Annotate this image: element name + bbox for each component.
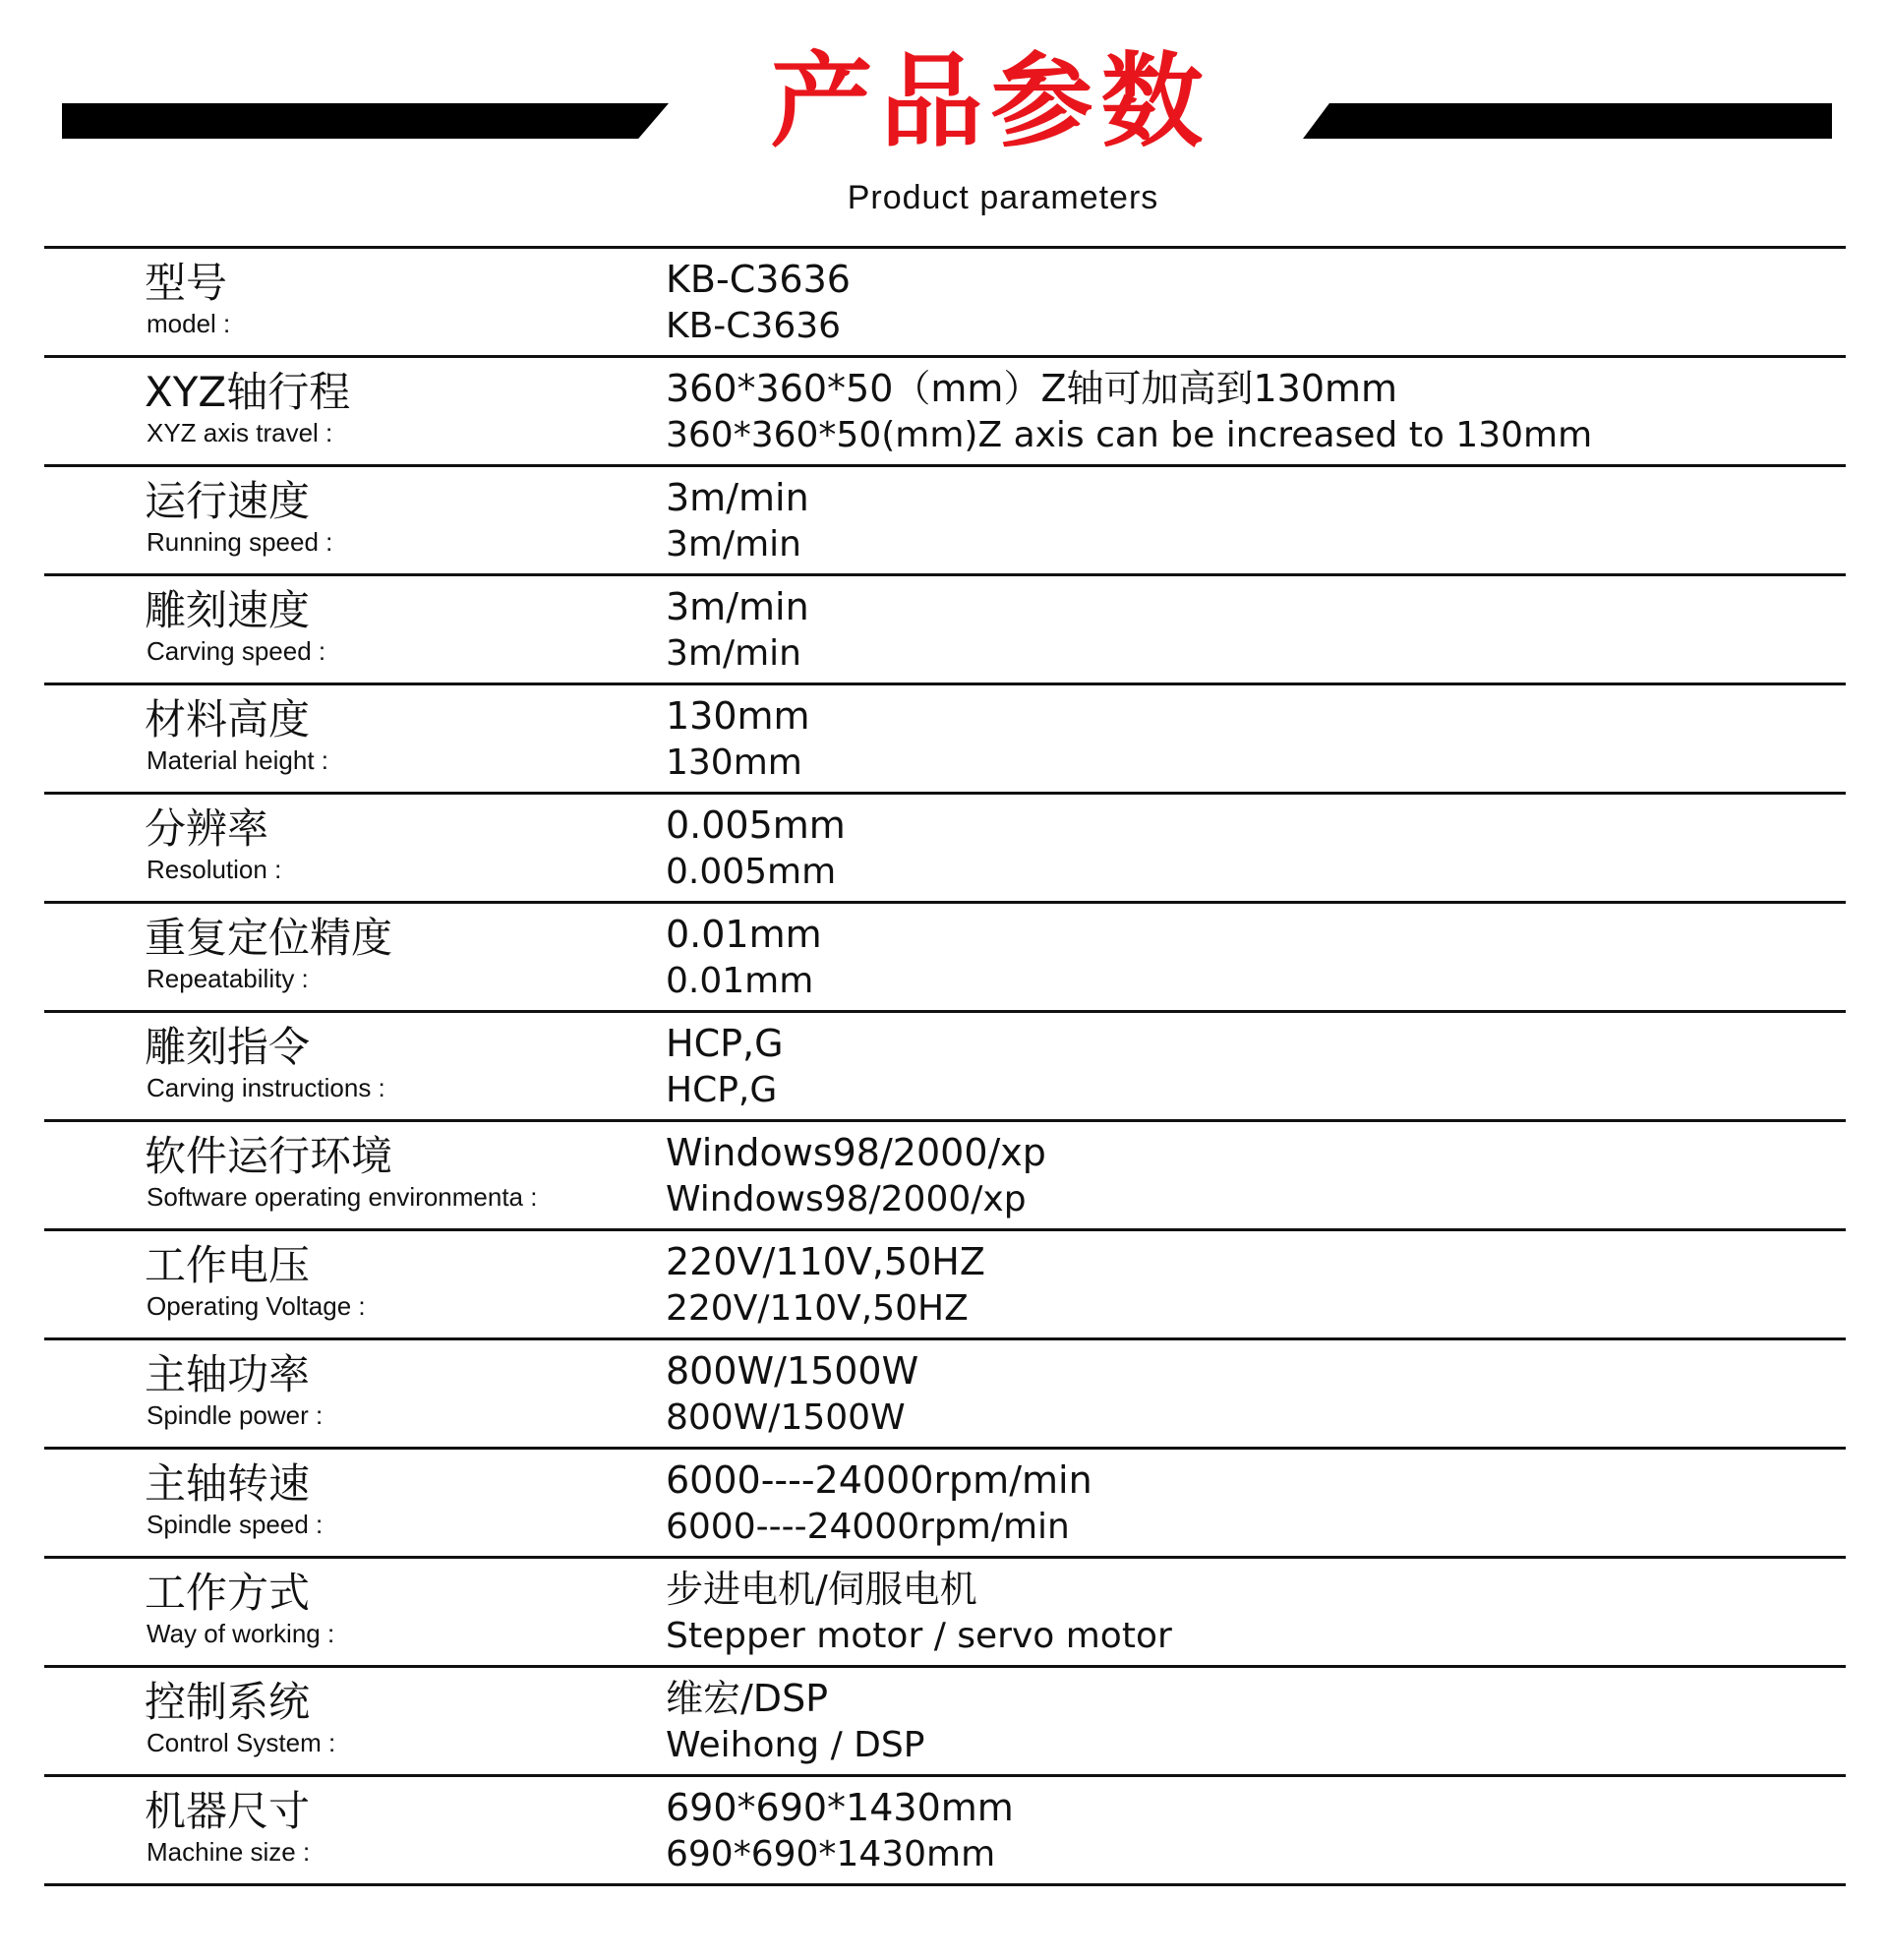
page-title-en: Product parameters: [847, 179, 1159, 216]
table-row: [44, 1122, 1846, 1231]
table-row: [44, 358, 1846, 467]
table-row: [44, 1231, 1846, 1340]
decorative-bar-left: [62, 103, 669, 139]
table-row: [44, 467, 1846, 576]
param-value-en: 220V/110V,50HZ: [666, 1288, 969, 1329]
param-label-cn: 材料高度: [145, 695, 311, 743]
param-label-en: XYZ axis travel :: [147, 418, 333, 447]
param-label-en: Resolution :: [147, 855, 282, 884]
param-label-en: Operating Voltage :: [147, 1291, 366, 1321]
param-label-en: Repeatability :: [147, 964, 309, 993]
param-label-cn: 工作电压: [145, 1241, 311, 1289]
param-value-en: Weihong / DSP: [666, 1725, 925, 1765]
param-label-cn: 运行速度: [145, 477, 311, 525]
param-value-cn: 6000----24000rpm/min: [666, 1458, 1092, 1502]
param-label-cn: 软件运行环境: [145, 1132, 393, 1180]
param-label-en: Carving instructions :: [147, 1073, 385, 1102]
param-value-en: 0.01mm: [666, 961, 814, 1001]
param-label-en: Running speed :: [147, 527, 333, 557]
param-value-en: Windows98/2000/xp: [666, 1179, 1027, 1219]
param-label-en: Machine size :: [147, 1837, 311, 1867]
param-value-en: 0.005mm: [666, 852, 837, 892]
table-row: [44, 1668, 1846, 1777]
page-title-cn: 产品参数: [770, 41, 1211, 161]
param-value-cn: 0.005mm: [666, 803, 846, 847]
decorative-bar-right: [1303, 103, 1832, 139]
parameter-table: [44, 246, 1846, 1886]
table-row: [44, 1777, 1846, 1886]
param-value-en: 800W/1500W: [666, 1397, 906, 1438]
param-label-cn: 重复定位精度: [145, 914, 393, 962]
table-row: [44, 1013, 1846, 1122]
param-label-en: Spindle power :: [147, 1400, 324, 1430]
table-row: [44, 685, 1846, 795]
param-value-cn: 800W/1500W: [666, 1349, 919, 1393]
table-row: [44, 249, 1846, 358]
param-value-cn: KB-C3636: [666, 258, 851, 301]
param-value-cn: 维宏/DSP: [666, 1677, 829, 1720]
param-value-en: 3m/min: [666, 524, 801, 564]
param-label-cn: 型号: [145, 259, 228, 307]
param-value-cn: 220V/110V,50HZ: [666, 1240, 985, 1283]
param-value-cn: 0.01mm: [666, 913, 822, 956]
table-row: [44, 1450, 1846, 1559]
param-label-cn: 雕刻速度: [145, 586, 311, 634]
header: [0, 0, 1888, 246]
param-label-cn: 控制系统: [145, 1678, 311, 1726]
param-label-en: Way of working :: [147, 1619, 335, 1648]
param-label-cn: 雕刻指令: [145, 1023, 311, 1071]
param-value-en: KB-C3636: [666, 306, 842, 346]
table-row: [44, 1559, 1846, 1668]
param-label-cn: 机器尺寸: [145, 1787, 311, 1835]
param-value-en: 3m/min: [666, 633, 801, 674]
param-value-en: 690*690*1430mm: [666, 1834, 996, 1874]
table-row: [44, 1340, 1846, 1450]
table-row: [44, 795, 1846, 904]
param-value-cn: 130mm: [666, 694, 810, 738]
param-label-en: Carving speed :: [147, 636, 326, 666]
param-value-en: HCP,G: [666, 1070, 778, 1110]
param-value-en: 130mm: [666, 742, 802, 783]
param-label-cn: 主轴转速: [145, 1459, 311, 1508]
param-label-en: model :: [147, 309, 231, 338]
param-value-cn: 步进电机/伺服电机: [666, 1568, 977, 1611]
param-value-cn: 690*690*1430mm: [666, 1786, 1014, 1829]
param-label-cn: 主轴功率: [145, 1350, 311, 1398]
param-value-en: Stepper motor / servo motor: [666, 1616, 1172, 1656]
param-label-cn: 工作方式: [145, 1569, 311, 1617]
param-value-en: 6000----24000rpm/min: [666, 1507, 1070, 1547]
table-row: [44, 904, 1846, 1013]
param-label-en: Spindle speed :: [147, 1510, 324, 1539]
param-value-en: 360*360*50(mm)Z axis can be increased to 130mm: [666, 415, 1593, 455]
param-value-cn: 360*360*50（mm）Z轴可加高到130mm: [666, 367, 1398, 410]
table-row: [44, 576, 1846, 685]
param-label-en: Software operating environmenta :: [147, 1182, 538, 1212]
param-label-cn: XYZ轴行程: [145, 368, 351, 416]
param-value-cn: 3m/min: [666, 476, 809, 519]
param-value-cn: HCP,G: [666, 1022, 784, 1065]
param-label-en: Control System :: [147, 1728, 336, 1757]
param-label-cn: 分辨率: [145, 804, 269, 853]
param-value-cn: Windows98/2000/xp: [666, 1131, 1046, 1174]
param-value-cn: 3m/min: [666, 585, 809, 628]
param-label-en: Material height :: [147, 745, 328, 775]
